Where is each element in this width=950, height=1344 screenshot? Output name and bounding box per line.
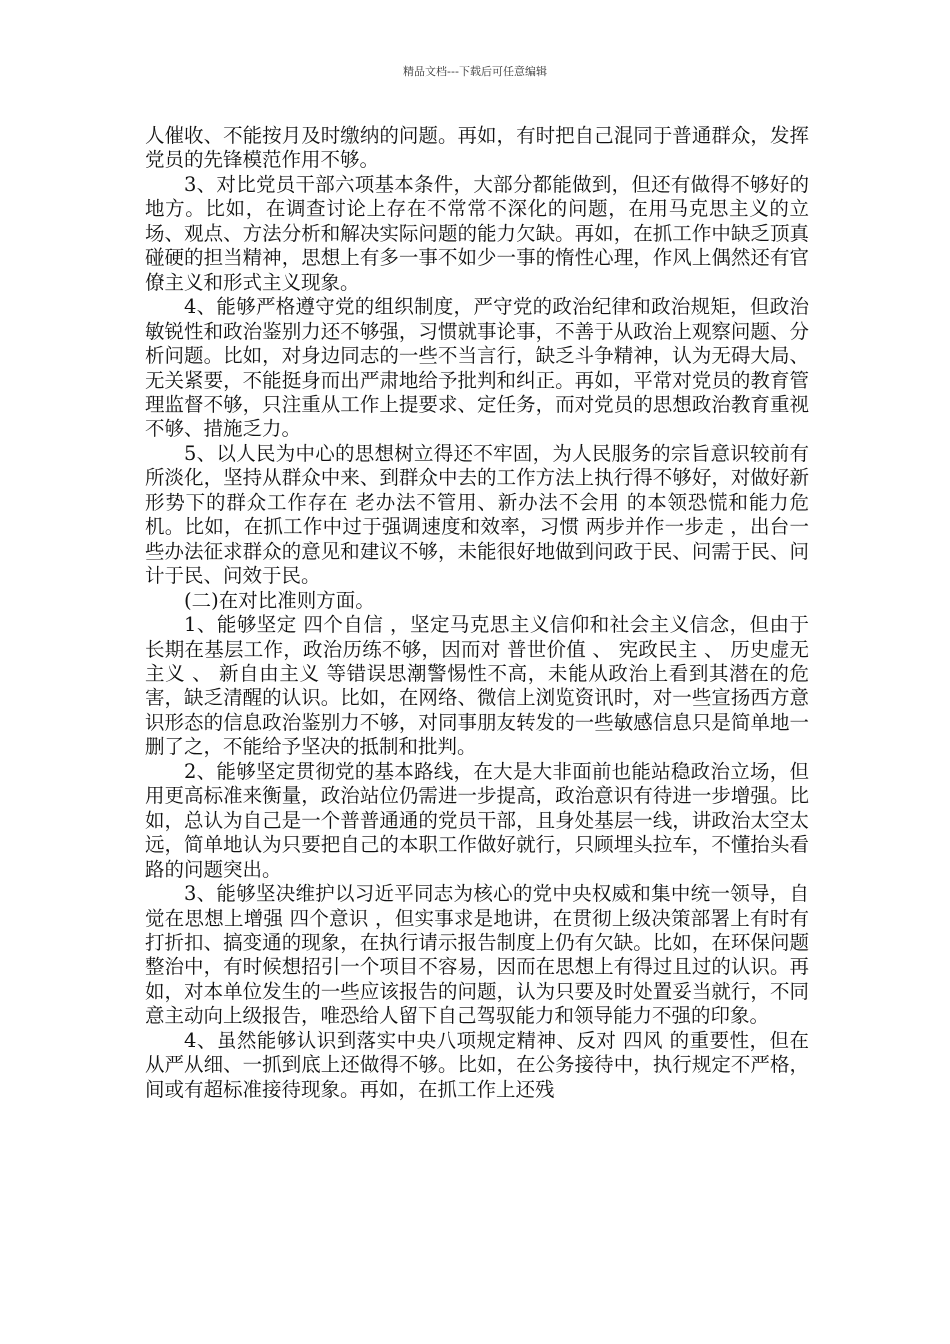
paragraph-item-4-eight-rules: 4、虽然能够认识到落实中央八项规定精神、反对 四风 的重要性，但在从严从细、一抓到底上还做得不够。比如，在公务接待中，执行规定不严格，间或有超标准接待现象。再如，在抓工作上还残 [145,1028,809,1101]
paragraph-item-5-people-centered: 5、以人民为中心的思想树立得还不牢固，为人民服务的宗旨意识较前有所淡化，坚持从群众中来、到群众中去的工作方法上执行得不够好，对做好新形势下的群众工作存在 老办法不管用、新办法不会用 的本领恐慌和能力危机。比如，在抓工作中过于强调速度和效率，习惯 两步并作一步走 ，出台一些办法征求群众的意见和建议不够，未能很好地做到问政于民、问需于民、问计于民、问效于民。 [145,441,809,588]
paragraph-item-1-confidence: 1、能够坚定 四个自信 ，坚定马克思主义信仰和社会主义信念，但由于长期在基层工作，政治历练不够，因而对 普世价值 、 宪政民主 、 历史虚无主义 、 新自由主义 等错误思潮警惕性不高，未能从政治上看到其潜在的危害，缺乏清醒的认识。比如，在网络、微信上浏览资讯时，对一些宣扬西方意识形态的信息政治鉴别力不够，对同事朋友转发的一些敏感信息只是简单地一删了之，不能给予坚决的抵制和批判。 [145,613,809,759]
section-heading-guidelines: (二)在对比准则方面。 [184,588,375,612]
paragraph-item-4-organization: 4、能够严格遵守党的组织制度，严守党的政治纪律和政治规矩，但政治敏锐性和政治鉴别力还不够强，习惯就事论事，不善于从政治上观察问题、分析问题。比如，对身边同志的一些不当言行，缺乏斗争精神，认为无碍大局、无关紧要，不能挺身而出严肃地给予批判和纠正。再如，平常对党员的教育管理监督不够，只注重从工作上提要求、定任务，而对党员的思想政治教育重视不够、措施乏力。 [145,295,809,441]
page-header: 精品文档---下载后可任意编辑 [403,65,547,78]
paragraph-item-3-authority: 3、能够坚决维护以习近平同志为核心的党中央权威和集中统一领导，自觉在思想上增强 四个意识 ，但实事求是地讲，在贯彻上级决策部署上有时有打折扣、搞变通的现象，在执行请示报告制度上仍有欠缺。比如，在环保问题整治中，有时候想招引一个项目不容易，因而在思想上有得过且过的认识。再如，对本单位发生的一些应该报告的问题，认为只要及时处置妥当就行，不同意主动向上级报告，唯恐给人留下自己驾驭能力和领导能力不强的印象。 [145,882,809,1028]
paragraph-item-2-basic-line: 2、能够坚定贯彻党的基本路线，在大是大非面前也能站稳政治立场，但用更高标准来衡量，政治站位仍需进一步提高，政治意识有待进一步增强。比如，总认为自己是一个普普通通的党员干部，且身处基层一线，讲政治太空太远，简单地认为只要把自己的本职工作做好就行，只顾埋头拉车，不懂抬头看路的问题突出。 [145,759,809,881]
document-body [145,124,809,1102]
paragraph-continuation: 人催收、不能按月及时缴纳的问题。再如，有时把自己混同于普通群众，发挥党员的先锋模范作用不够。 [145,124,809,172]
paragraph-item-3-conditions: 3、对比党员干部六项基本条件，大部分都能做到，但还有做得不够好的地方。比如，在调查讨论上存在不常常不深化的问题，在用马克思主义的立场、观点、方法分析和解决实际问题的能力欠缺。再如，在抓工作中缺乏顶真碰硬的担当精神，思想上有多一事不如少一事的惰性心理，作风上偶然还有官僚主义和形式主义现象。 [145,172,809,294]
